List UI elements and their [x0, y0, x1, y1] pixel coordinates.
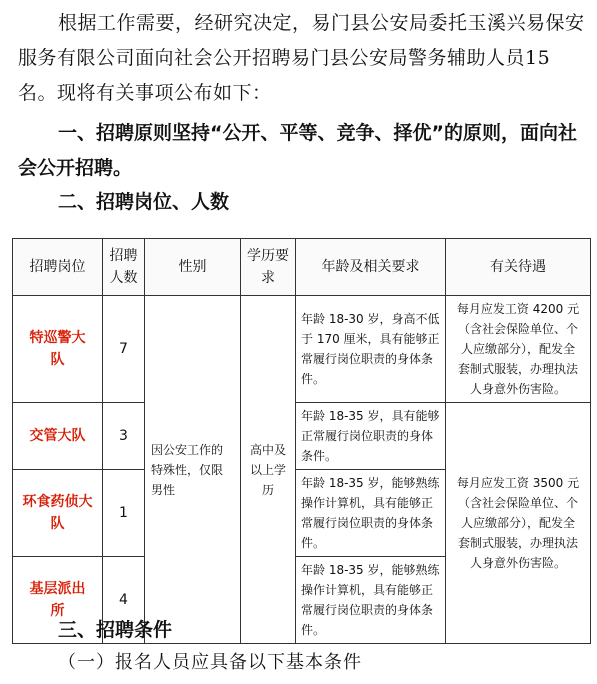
header-age: 年龄及相关要求: [296, 239, 446, 296]
count-cell: 7: [103, 296, 145, 403]
section-1-heading: 一、招聘原则坚持“公开、平等、竞争、择优”的原则，面向社会公开招聘。: [18, 122, 577, 179]
header-count: 招聘人数: [103, 239, 145, 296]
recruitment-table: [12, 238, 591, 644]
post-cell: 交管大队: [13, 403, 103, 470]
age-cell: 年龄 18-35 岁，能够熟练操作计算机，具有能够正常履行岗位职责的身体条件。: [296, 470, 446, 557]
table-row: [13, 296, 591, 403]
post-cell: 特巡警大队: [13, 296, 103, 403]
section-2-heading: 二、招聘岗位、人数: [58, 191, 230, 213]
post-cell: 基层派出所: [13, 557, 103, 644]
count-cell: 1: [103, 470, 145, 557]
benefit-cell-1: 每月应发工资 4200 元（含社会保险单位、个人应缴部分），配发全套制式服装，办理执法人身意外伤害险。: [446, 296, 591, 403]
table-row: [13, 403, 591, 470]
header-education: 学历要求: [241, 239, 296, 296]
count-cell: 3: [103, 403, 145, 470]
age-cell: 年龄 18-35 岁，具有能够正常履行岗位职责的身体条件。: [296, 403, 446, 470]
section-3-heading: 三、招聘条件: [58, 619, 173, 641]
header-post: 招聘岗位: [13, 239, 103, 296]
post-cell: 环食药侦大队: [13, 470, 103, 557]
intro-paragraph: 根据工作需要，经研究决定，易门县公安局委托玉溪兴易保安服务有限公司面向社会公开招聘易门县公安局警务辅助人员15名。现将有关事项公布如下：: [18, 12, 585, 104]
education-cell: 高中及以上学历: [241, 296, 296, 644]
header-benefit: 有关待遇: [446, 239, 591, 296]
subsection-1-heading: （一）报名人员应具备以下基本条件: [58, 652, 362, 673]
age-cell: 年龄 18-35 岁，能够熟练操作计算机，具有能够正常履行岗位职责的身体条件。: [296, 557, 446, 644]
benefit-cell-2: 每月应发工资 3500 元（含社会保险单位、个人应缴部分），配发全套制式服装，办理执法人身意外伤害险。: [446, 403, 591, 644]
count-cell: 4: [103, 557, 145, 644]
header-gender: 性别: [145, 239, 241, 296]
table-header-row: [13, 239, 591, 296]
gender-cell: 因公安工作的特殊性，仅限男性: [145, 296, 241, 644]
age-cell: 年龄 18-30 岁，身高不低于 170 厘米，具有能够正常履行岗位职责的身体条件。: [296, 296, 446, 403]
